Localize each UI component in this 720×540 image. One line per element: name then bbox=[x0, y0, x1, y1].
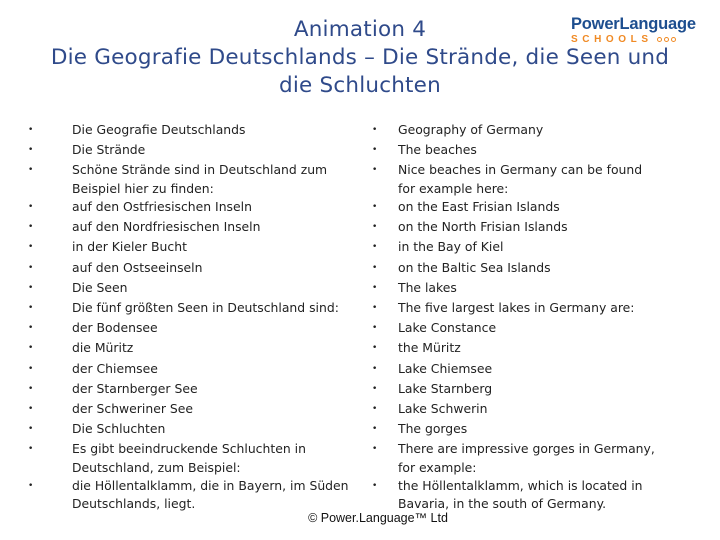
german-list-item bbox=[26, 258, 364, 278]
list-item-text: on the Baltic Sea Islands bbox=[398, 259, 551, 275]
bullet-icon: • bbox=[372, 302, 378, 313]
english-list-item bbox=[370, 160, 690, 197]
list-item-text: The lakes bbox=[398, 279, 457, 295]
german-list-item bbox=[26, 419, 364, 439]
german-list-item bbox=[26, 338, 364, 358]
title-line: Animation 4 bbox=[293, 17, 427, 42]
english-list-item bbox=[370, 278, 690, 298]
list-item-text: die Höllentalklamm, die in Bayern, im Süden bbox=[72, 477, 349, 493]
list-item-text: Die fünf größten Seen in Deutschland sind: bbox=[72, 299, 339, 315]
german-list-item bbox=[26, 399, 364, 419]
title-line: Die Geografie Deutschlands – Die Strände, die Seen und bbox=[50, 45, 670, 70]
english-list-item bbox=[370, 359, 690, 379]
english-list-item bbox=[370, 140, 690, 160]
bullet-icon: • bbox=[372, 201, 378, 212]
english-list-item bbox=[370, 197, 690, 217]
copyright-footer: © Power.Language™ Ltd bbox=[308, 511, 448, 525]
english-list-item bbox=[370, 258, 690, 278]
bullet-icon: • bbox=[372, 242, 378, 253]
bullet-icon: • bbox=[28, 383, 34, 394]
bullet-icon: • bbox=[372, 480, 378, 491]
bullet-icon: • bbox=[372, 403, 378, 414]
list-item-text: Lake Chiemsee bbox=[398, 360, 493, 376]
logo-wordmark: PowerLanguage bbox=[571, 15, 696, 33]
list-item-text: on the East Frisian Islands bbox=[398, 198, 560, 214]
list-item-text: Die Strände bbox=[72, 142, 146, 158]
bullet-icon: • bbox=[372, 125, 378, 135]
german-list-item bbox=[26, 359, 364, 379]
german-list-item bbox=[26, 197, 364, 217]
german-list-item bbox=[26, 120, 364, 140]
english-list-item bbox=[370, 419, 690, 439]
bullet-icon: • bbox=[28, 282, 34, 293]
list-item-text: There are impressive gorges in Germany, bbox=[398, 441, 655, 457]
german-list-item bbox=[26, 160, 364, 197]
list-item-text: Bavaria, in the south of Germany. bbox=[398, 496, 607, 512]
logo-subtitle: SCHOOLS bbox=[571, 34, 653, 45]
list-item-text: auf den Ostseeinseln bbox=[72, 259, 203, 275]
bullet-icon: • bbox=[28, 165, 34, 176]
german-list-item bbox=[26, 278, 364, 298]
bullet-icon: • bbox=[372, 145, 378, 156]
list-item-text: auf den Nordfriesischen Inseln bbox=[72, 219, 261, 235]
list-item-text: the Müritz bbox=[398, 340, 461, 356]
bullet-icon: • bbox=[372, 444, 378, 455]
english-list-item bbox=[370, 217, 690, 237]
german-list-item bbox=[26, 439, 364, 476]
bullet-icon: • bbox=[28, 222, 34, 233]
list-item-text: in the Bay of Kiel bbox=[398, 239, 504, 255]
bullet-icon: • bbox=[28, 424, 34, 435]
list-item-text: Deutschlands, liegt. bbox=[72, 496, 196, 512]
list-item-text: The gorges bbox=[398, 421, 468, 437]
list-item-text: Geography of Germany bbox=[398, 122, 544, 137]
list-item-text: Die Geografie Deutschlands bbox=[72, 122, 246, 137]
english-column bbox=[370, 120, 690, 512]
bullet-icon: • bbox=[372, 363, 378, 374]
logo-dots-icon bbox=[657, 37, 676, 42]
german-list-item bbox=[26, 237, 364, 257]
bullet-icon: • bbox=[372, 383, 378, 394]
german-list-item bbox=[26, 318, 364, 338]
list-item-text: die Müritz bbox=[72, 340, 134, 356]
bullet-icon: • bbox=[372, 282, 378, 293]
list-item-text: Die Schluchten bbox=[72, 421, 166, 437]
bullet-icon: • bbox=[28, 125, 34, 135]
list-item-text: Lake Constance bbox=[398, 320, 497, 336]
list-item-text: der Starnberger See bbox=[72, 380, 198, 396]
list-item-text: the Höllentalklamm, which is located in bbox=[398, 477, 643, 493]
list-item-text: auf den Ostfriesischen Inseln bbox=[72, 198, 252, 214]
list-item-text: der Schweriner See bbox=[72, 400, 193, 416]
bullet-icon: • bbox=[28, 302, 34, 313]
bullet-icon: • bbox=[28, 343, 34, 354]
powerlanguage-logo bbox=[571, 16, 706, 46]
german-list-item bbox=[26, 298, 364, 318]
bullet-icon: • bbox=[28, 480, 34, 491]
english-list-item bbox=[370, 439, 690, 476]
bullet-icon: • bbox=[372, 323, 378, 334]
list-item-text: der Chiemsee bbox=[72, 360, 158, 376]
bullet-icon: • bbox=[28, 201, 34, 212]
german-list-item bbox=[26, 476, 364, 513]
list-item-text: Es gibt beeindruckende Schluchten in bbox=[72, 441, 306, 457]
bullet-icon: • bbox=[372, 262, 378, 273]
german-list-item bbox=[26, 217, 364, 237]
list-item-text: in der Kieler Bucht bbox=[72, 239, 187, 255]
bullet-icon: • bbox=[28, 262, 34, 273]
list-item-text: on the North Frisian Islands bbox=[398, 219, 568, 235]
bullet-icon: • bbox=[28, 403, 34, 414]
english-list-item bbox=[370, 318, 690, 338]
list-item-text: The five largest lakes in Germany are: bbox=[398, 299, 635, 315]
bullet-icon: • bbox=[372, 343, 378, 354]
list-item-text: Nice beaches in Germany can be found bbox=[398, 162, 643, 178]
english-list-item bbox=[370, 476, 690, 513]
english-list-item bbox=[370, 338, 690, 358]
german-list-item bbox=[26, 379, 364, 399]
list-item-text: der Bodensee bbox=[72, 320, 158, 336]
bullet-icon: • bbox=[28, 242, 34, 253]
list-item-text: Schöne Strände sind in Deutschland zum bbox=[72, 162, 328, 178]
list-item-text: The beaches bbox=[398, 142, 477, 158]
list-item-text: for example here: bbox=[398, 180, 509, 196]
english-list-item bbox=[370, 399, 690, 419]
english-list-item bbox=[370, 237, 690, 257]
list-item-text: Lake Starnberg bbox=[398, 380, 493, 396]
bullet-icon: • bbox=[28, 145, 34, 156]
english-list-item bbox=[370, 120, 690, 140]
english-list-item bbox=[370, 298, 690, 318]
german-list-item bbox=[26, 140, 364, 160]
list-item-text: Die Seen bbox=[72, 279, 128, 295]
english-list-item bbox=[370, 379, 690, 399]
german-column bbox=[26, 120, 364, 512]
bullet-icon: • bbox=[28, 363, 34, 374]
list-item-text: Lake Schwerin bbox=[398, 400, 488, 416]
bullet-icon: • bbox=[28, 323, 34, 334]
bullet-icon: • bbox=[372, 222, 378, 233]
list-item-text: Beispiel hier zu finden: bbox=[72, 180, 214, 196]
bullet-icon: • bbox=[372, 424, 378, 435]
bullet-icon: • bbox=[372, 165, 378, 176]
list-item-text: Deutschland, zum Beispiel: bbox=[72, 459, 241, 475]
list-item-text: for example: bbox=[398, 459, 477, 475]
title-line: die Schluchten bbox=[279, 73, 441, 98]
bullet-icon: • bbox=[28, 444, 34, 455]
